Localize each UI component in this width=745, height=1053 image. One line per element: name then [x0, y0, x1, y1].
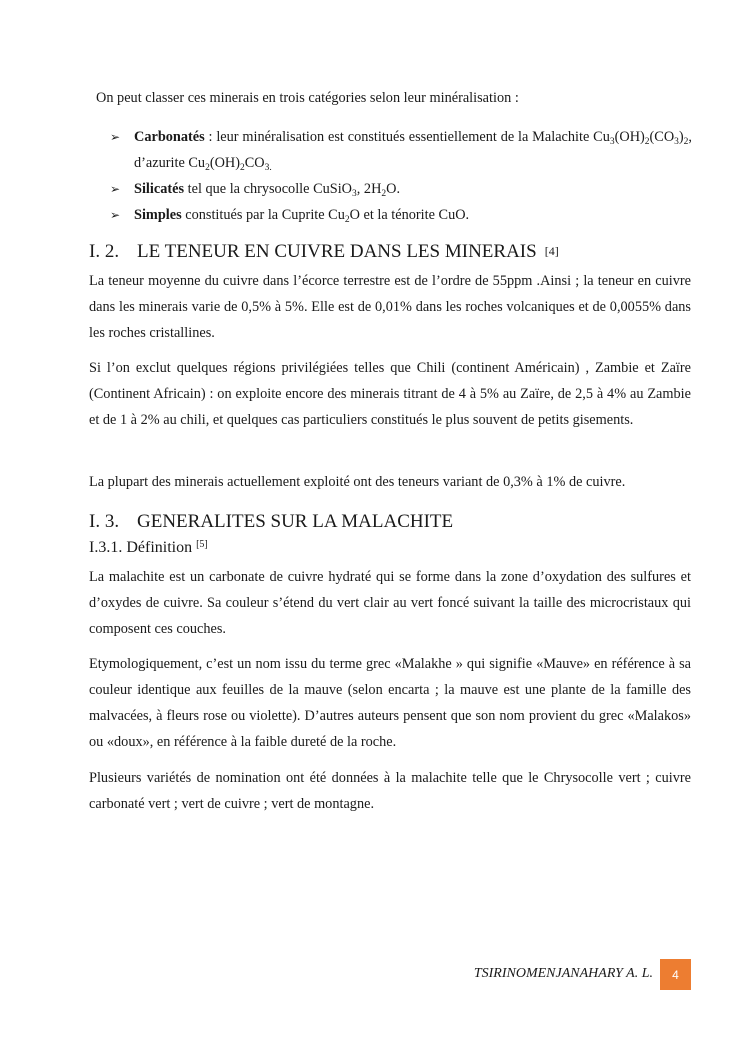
paragraph: Si l’on exclut quelques régions privilégiées telles que Chili (continent Américain) , Zambie et Zaïre (Continent Africain) : on exploite encore des minerais titrant de 4 à 5% au Zaïre, de 2,5 à 4% au Zambie et de 1 à 2% au chili, et quelques cas particuliers constitués le plus souvent de petits gisements.	[89, 360, 691, 428]
list-item-carbonates: ➢ Carbonatés : leur minéralisation est constitués essentiellement de la Malachite $Cu_3(OH)_2(CO_3)_2$, d’azurite $Cu_2(OH)_2CO_{3.}$	[110, 124, 692, 176]
arrow-bullet-icon: ➢	[110, 182, 121, 196]
citation-ref: [5]	[196, 539, 208, 550]
section-number: I. 3.	[89, 511, 120, 532]
term-silicates: Silicatés	[134, 181, 185, 197]
section-heading-1-2	[89, 240, 559, 263]
citation-ref: [4]	[544, 244, 559, 258]
paragraph: La teneur moyenne du cuivre dans l’écorce terrestre est de l’ordre de 55ppm .Ainsi ; la teneur en cuivre dans les minerais varie de 0,5% à 5%. Elle est de 0,01% dans les roches volcaniques et de 0,0055% dans les roches cristallines.	[89, 273, 691, 341]
simples-text-a: constitués par la Cuprite Cu	[181, 207, 345, 223]
subsection-heading-1-3-1	[89, 538, 208, 558]
subsection-title: I.3.1. Définition	[89, 539, 197, 556]
paragraph: La malachite est un carbonate de cuivre hydraté qui se forme dans la zone d’oxydation des sulfures et d’oxydes de cuivre. Sa couleur s’étend du vert clair au vert foncé suivant la taille des microcristaux qui composent ces couches.	[89, 569, 691, 637]
term-simples: Simples	[134, 207, 182, 223]
silicates-text-c: O.	[386, 181, 401, 197]
arrow-bullet-icon: ➢	[110, 208, 121, 222]
silicates-text-a: tel que la chrysocolle CuSiO	[184, 181, 353, 197]
section-heading-1-3	[89, 511, 453, 533]
paragraph: Etymologiquement, c’est un nom issu du terme grec «Malakhe » qui signifie «Mauve» en référence à sa couleur identique aux feuilles de la mauve (selon encarta ; la mauve est une plante de la famille des malvacées, à fleurs rose ou violette). D’autres auteurs pensent que son nom provient du grec «Malakos» ou «doux», en référence à la faible dureté de la roche.	[89, 656, 691, 750]
list-item-silicates: ➢ Silicatés tel que la chrysocolle CuSiO$_3$, $2H_2O$.	[110, 176, 692, 202]
page-number-badge: 4	[660, 959, 691, 990]
simples-text-b: O et la ténorite CuO.	[349, 207, 470, 223]
section-number: I. 2.	[89, 241, 120, 262]
carbonates-text-a: : leur minéralisation est constitués essentiellement de la Malachite Cu	[204, 129, 610, 145]
intro-text: On peut classer ces minerais en trois catégories selon leur minéralisation :	[96, 90, 519, 106]
paragraph: Plusieurs variétés de nomination ont été données à la malachite telle que le Chrysocolle vert ; cuivre carbonaté vert ; vert de cuivre ; vert de montagne.	[89, 770, 691, 812]
paragraph: La plupart des minerais actuellement exploité ont des teneurs variant de 0,3% à 1% de cuivre.	[89, 474, 626, 490]
arrow-bullet-icon: ➢	[110, 130, 121, 144]
mineral-category-list	[110, 124, 692, 228]
carbonates-text-b: , d’azurite Cu	[134, 129, 692, 171]
section-title: GENERALITES SUR LA MALACHITE	[137, 511, 454, 532]
term-carbonates: Carbonatés	[134, 129, 205, 145]
silicates-text-b: , 2H	[356, 181, 382, 197]
list-item-simples: ➢ Simples constitués par la Cuprite $Cu_2O$ et la ténorite CuO.	[110, 202, 692, 228]
section-title: LE TENEUR EN CUIVRE DANS LES MINERAIS	[137, 241, 537, 262]
footer-author: TSIRINOMENJANAHARY A. L.	[473, 966, 653, 981]
